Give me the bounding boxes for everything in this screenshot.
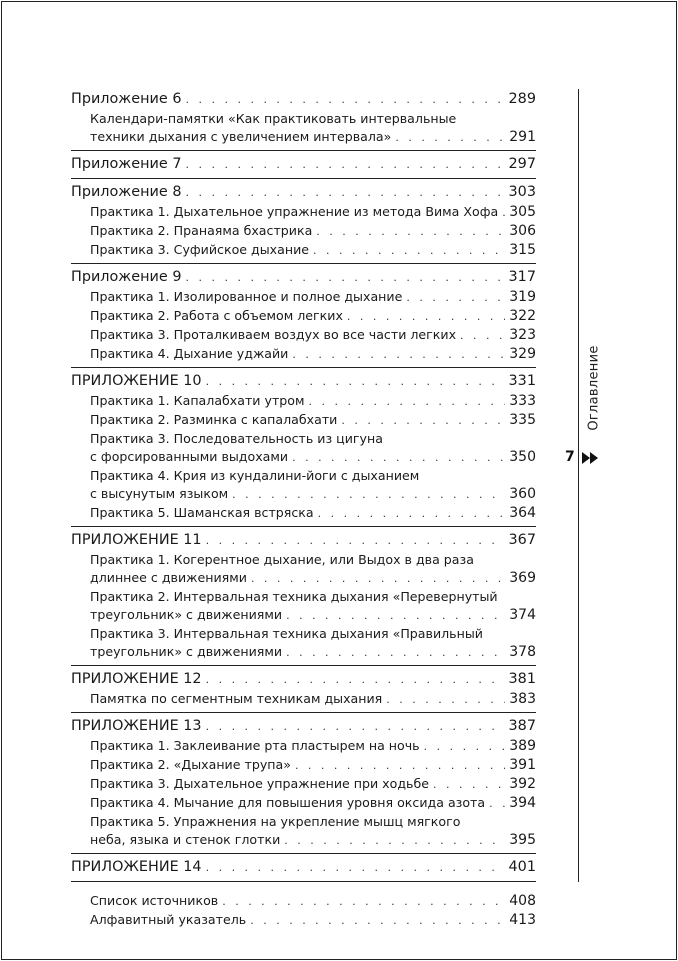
leader-dots <box>185 90 504 110</box>
leader-dots <box>206 670 505 690</box>
toc-entry[interactable] <box>71 756 536 775</box>
toc-entry[interactable] <box>71 241 536 260</box>
toc-entry-title: Практика 2. Работа с объемом легких <box>90 308 343 323</box>
toc-section <box>71 182 536 264</box>
toc-chapter-entry[interactable] <box>71 89 536 110</box>
toc-entry[interactable] <box>71 606 536 625</box>
toc-entry-page: 394 <box>509 795 536 811</box>
toc-entry-title: Практика 4. Мычание для повышения уровня оксида азота <box>90 795 486 810</box>
leader-dots <box>284 832 505 850</box>
toc-entry[interactable] <box>71 326 536 345</box>
toc-entry-title: Практика 2. «Дыхание трупа» <box>90 757 291 772</box>
toc-entry[interactable] <box>71 775 536 794</box>
toc-entry[interactable] <box>71 485 536 504</box>
toc-entry-page: 335 <box>509 412 536 428</box>
page-number: 7 <box>565 449 575 465</box>
leader-dots <box>206 531 505 551</box>
toc-entry <box>71 430 536 448</box>
toc-entry-title: Практика 3. Суфийское дыхание <box>90 242 310 257</box>
toc-entry[interactable] <box>71 690 536 709</box>
toc-entry-page: 387 <box>508 718 536 734</box>
toc-entry-title: Приложение 7 <box>71 156 182 172</box>
toc-entry-title: ПРИЛОЖЕНИЕ 13 <box>71 718 202 734</box>
leader-dots <box>313 242 505 260</box>
toc-entry-title: Список источников <box>90 893 219 908</box>
toc-entry[interactable] <box>71 307 536 326</box>
toc-entry-title: Практика 4. Дыхание уджайи <box>90 346 289 361</box>
toc-entry-title: Практика 4. Крия из кундалини-йоги с дыханием <box>90 468 420 483</box>
toc-entry-title: Практика 1. Капалабхати утром <box>90 393 305 408</box>
toc-section <box>71 89 536 151</box>
toc-entry[interactable] <box>71 911 536 930</box>
toc-chapter-entry[interactable] <box>71 154 536 175</box>
toc-entry[interactable] <box>71 448 536 467</box>
toc-entry <box>71 625 536 643</box>
toc-entry-page: 289 <box>508 91 536 107</box>
leader-dots <box>308 393 505 411</box>
toc-entry-title: Практика 1. Дыхательное упражнение из метода Вима Хофа <box>90 204 499 219</box>
toc-entry[interactable] <box>71 392 536 411</box>
leader-dots <box>185 268 504 288</box>
toc-section <box>71 716 536 854</box>
table-of-contents <box>71 89 536 933</box>
toc-entry-page: 367 <box>508 532 536 548</box>
toc-entry-page: 369 <box>509 570 536 586</box>
toc-entry-page: 374 <box>509 607 536 623</box>
toc-entry-title: Приложение 9 <box>71 269 182 285</box>
toc-entry-title: Практика 3. Дыхательное упражнение при ходьбе <box>90 776 429 791</box>
toc-entry <box>71 588 536 606</box>
leader-dots <box>292 449 505 467</box>
leader-dots <box>433 776 505 794</box>
toc-section <box>71 371 536 527</box>
toc-section <box>71 857 536 882</box>
toc-entry[interactable] <box>71 831 536 850</box>
toc-entry[interactable] <box>71 504 536 523</box>
toc-entry-page: 315 <box>509 242 536 258</box>
leader-dots <box>206 858 505 878</box>
toc-entry-title: Практика 1. Изолированное и полное дыхание <box>90 289 403 304</box>
leader-dots <box>424 738 506 756</box>
toc-entry[interactable] <box>71 737 536 756</box>
double-chevron-right-icon <box>582 451 600 465</box>
toc-entry <box>71 551 536 569</box>
leader-dots <box>206 717 505 737</box>
toc-entry-page: 322 <box>509 308 536 324</box>
leader-dots <box>185 155 504 175</box>
toc-entry-title: Практика 5. Шаманская встряска <box>90 505 314 520</box>
toc-entry-title: Практика 1. Заклеивание рта пластырем на ночь <box>90 738 420 753</box>
toc-section <box>71 669 536 713</box>
toc-entry-page: 381 <box>508 671 536 687</box>
toc-entry-page: 395 <box>509 832 536 848</box>
toc-entry-page: 389 <box>509 738 536 754</box>
toc-entry <box>71 110 536 128</box>
toc-entry-page: 378 <box>509 644 536 660</box>
toc-chapter-entry[interactable] <box>71 857 536 878</box>
toc-entry-page: 401 <box>508 859 536 875</box>
toc-entry-page: 413 <box>509 912 536 928</box>
toc-entry[interactable] <box>71 128 536 147</box>
toc-entry-title: Приложение 6 <box>71 91 182 107</box>
sidebar-divider <box>578 89 579 882</box>
toc-entry-page: 392 <box>509 776 536 792</box>
toc-entry-page: 360 <box>509 486 536 502</box>
toc-entry-page: 383 <box>509 691 536 707</box>
toc-section <box>71 892 536 933</box>
leader-dots <box>395 129 505 147</box>
sidebar-label: Оглавление <box>586 345 602 431</box>
toc-entry-title: Календари-памятки «Как практиковать интервальные <box>90 111 457 126</box>
leader-dots <box>206 372 505 392</box>
leader-dots <box>250 912 505 930</box>
toc-entry-page: 291 <box>509 129 536 145</box>
toc-entry-page: 305 <box>509 204 536 220</box>
toc-entry[interactable] <box>71 222 536 241</box>
leader-dots <box>251 570 505 588</box>
toc-entry[interactable] <box>71 892 536 911</box>
toc-chapter-entry[interactable] <box>71 669 536 690</box>
toc-section <box>71 267 536 368</box>
toc-entry[interactable] <box>71 288 536 307</box>
toc-entry-title: треугольник» с движениями <box>90 644 283 659</box>
toc-entry-title: Практика 2. Разминка с капалабхати <box>90 412 338 427</box>
toc-section <box>71 154 536 179</box>
toc-entry-page: 408 <box>509 893 536 909</box>
toc-entry <box>71 467 536 485</box>
toc-entry[interactable] <box>71 643 536 662</box>
toc-section <box>71 530 536 666</box>
leader-dots <box>316 223 505 241</box>
toc-entry-page: 329 <box>509 346 536 362</box>
leader-dots <box>341 412 505 430</box>
toc-entry-page: 306 <box>509 223 536 239</box>
toc-entry-title: Практика 3. Интервальная техника дыхания «Правильный <box>90 626 483 641</box>
leader-dots <box>222 893 505 911</box>
leader-dots <box>406 289 505 307</box>
toc-entry[interactable] <box>71 411 536 430</box>
toc-entry-title: длиннее с движениями <box>90 570 247 585</box>
toc-entry-title: с форсированными выдохами <box>90 449 289 464</box>
toc-entry-page: 317 <box>508 269 536 285</box>
toc-entry-page: 364 <box>509 505 536 521</box>
toc-entry-title: неба, языка и стенок глотки <box>90 832 281 847</box>
toc-entry[interactable] <box>71 203 536 222</box>
toc-entry-title: ПРИЛОЖЕНИЕ 14 <box>71 859 202 875</box>
leader-dots <box>292 346 505 364</box>
leader-dots <box>489 795 505 813</box>
toc-entry-page: 297 <box>508 156 536 172</box>
toc-entry-page: 331 <box>508 373 536 389</box>
toc-entry-title: ПРИЛОЖЕНИЕ 11 <box>71 532 202 548</box>
toc-entry[interactable] <box>71 794 536 813</box>
toc-entry-title: Приложение 8 <box>71 184 182 200</box>
leader-dots <box>318 505 506 523</box>
toc-entry-title: ПРИЛОЖЕНИЕ 12 <box>71 671 202 687</box>
toc-entry-page: 323 <box>509 327 536 343</box>
toc-entry-title: с высунутым языком <box>90 486 229 501</box>
toc-entry-page: 350 <box>509 449 536 465</box>
toc-entry-title: Практика 1. Когерентное дыхание, или Выдох в два раза <box>90 552 474 567</box>
toc-entry-title: Практика 2. Интервальная техника дыхания «Перевернутый <box>90 589 498 604</box>
leader-dots <box>286 644 505 662</box>
toc-entry-title: Практика 3. Последовательность из цигуна <box>90 431 383 446</box>
toc-entry-title: Памятка по сегментным техникам дыхания <box>90 691 383 706</box>
toc-entry-page: 391 <box>509 757 536 773</box>
toc-chapter-entry[interactable] <box>71 716 536 737</box>
toc-entry-title: треугольник» с движениями <box>90 607 283 622</box>
toc-entry-title: Практика 2. Пранаяма бхастрика <box>90 223 313 238</box>
leader-dots <box>347 308 505 326</box>
toc-entry-page: 333 <box>509 393 536 409</box>
toc-chapter-entry[interactable] <box>71 267 536 288</box>
toc-entry-title: Практика 5. Упражнения на укрепление мышц мягкого <box>90 814 461 829</box>
leader-dots <box>232 486 505 504</box>
leader-dots <box>502 204 505 222</box>
toc-chapter-entry[interactable] <box>71 530 536 551</box>
leader-dots <box>295 757 505 775</box>
leader-dots <box>460 327 505 345</box>
toc-entry-title: ПРИЛОЖЕНИЕ 10 <box>71 373 202 389</box>
toc-entry <box>71 813 536 831</box>
leader-dots <box>185 183 504 203</box>
toc-entry[interactable] <box>71 345 536 364</box>
toc-entry-title: Алфавитный указатель <box>90 912 247 927</box>
toc-entry-title: техники дыхания с увеличением интервала» <box>90 129 392 144</box>
leader-dots <box>386 691 505 709</box>
toc-chapter-entry[interactable] <box>71 371 536 392</box>
toc-entry[interactable] <box>71 569 536 588</box>
toc-entry-title: Практика 3. Проталкиваем воздух во все части легких <box>90 327 457 342</box>
toc-entry-page: 303 <box>508 184 536 200</box>
toc-entry-page: 319 <box>509 289 536 305</box>
toc-chapter-entry[interactable] <box>71 182 536 203</box>
leader-dots <box>286 607 505 625</box>
